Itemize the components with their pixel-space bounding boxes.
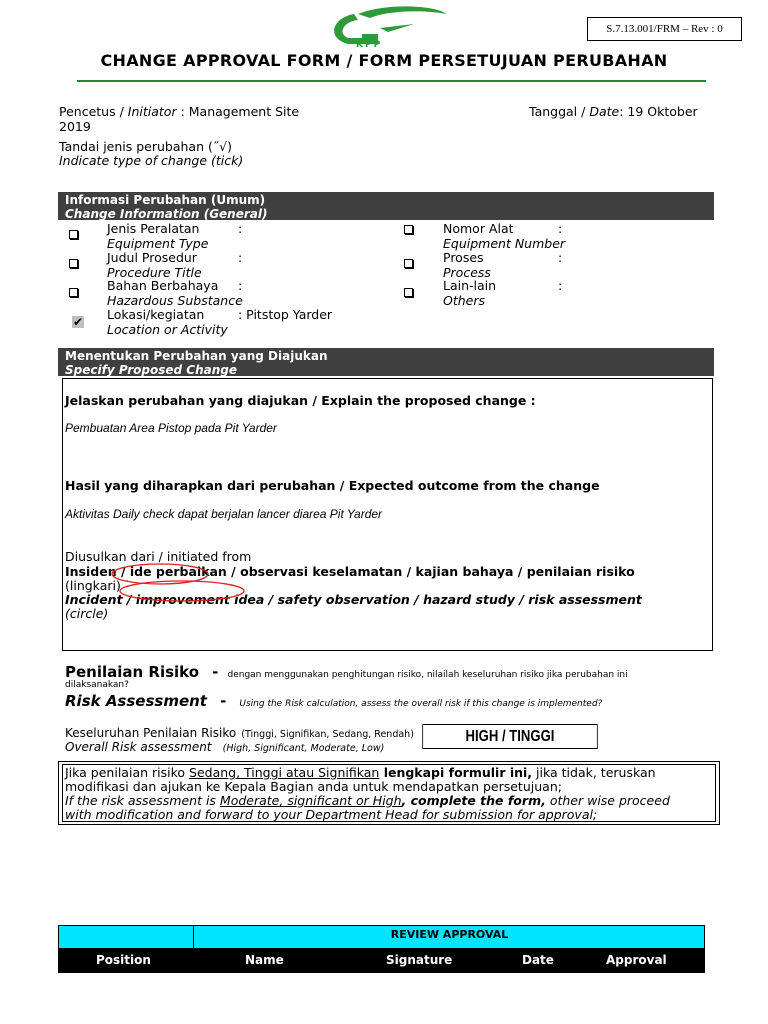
checkbox-hazardous-substance[interactable] <box>69 288 78 297</box>
risk-title-id: Penilaian Risiko <box>65 663 200 681</box>
form-title: CHANGE APPROVAL FORM / FORM PERSETUJUAN PERUBAHAN <box>100 51 668 70</box>
title-divider <box>77 80 706 82</box>
initiator-value: : Management Site <box>180 104 300 119</box>
item-label-id: Lokasi/kegiatan <box>107 307 205 322</box>
item-colon: : <box>238 250 243 265</box>
item-procedure-title <box>107 250 243 280</box>
risk-dash: - <box>212 663 219 681</box>
item-colon: : <box>558 278 563 293</box>
general-info-header-en: Change Information (General) <box>65 207 268 221</box>
item-colon: : <box>238 278 243 293</box>
column-position: Position <box>96 953 151 967</box>
proposed-change-header-id: Menentukan Perubahan yang Diajukan <box>65 349 328 363</box>
review-approval-table <box>58 925 705 973</box>
item-label-id: Judul Prosedur <box>107 250 197 265</box>
general-info-header <box>58 192 714 220</box>
item-label-id: Nomor Alat <box>443 221 514 236</box>
date-label-id: Tanggal / <box>529 104 586 119</box>
item-label-en: Hazardous Substance <box>107 293 243 308</box>
overall-risk-text-id: Keseluruhan Penilaian Risiko <box>65 726 237 740</box>
item-equipment-type <box>107 221 243 251</box>
checkbox-others[interactable] <box>404 288 413 297</box>
item-label-id: Jenis Peralatan <box>107 221 200 236</box>
instruction-text-en: If the risk assessment is <box>65 793 220 808</box>
proposed-change-header <box>58 348 714 376</box>
review-approval-title: REVIEW APPROVAL <box>390 928 509 941</box>
instruction-line1-en <box>65 793 670 808</box>
initiator-label-id: Pencetus / <box>59 104 124 119</box>
initiator-field <box>59 104 299 119</box>
item-colon: : <box>238 221 243 236</box>
item-colon: : Pitstop Yarder <box>238 307 333 322</box>
column-approval: Approval <box>606 953 667 967</box>
overall-risk-value[interactable]: HIGH / TINGGI <box>422 724 597 749</box>
risk-title-row-id <box>65 662 628 681</box>
change-type-instruction-en: Indicate type of change (tick) <box>59 153 244 168</box>
date-label-en: Date <box>589 104 620 119</box>
item-others <box>443 278 563 308</box>
initiated-from-options-en: Incident / improvement idea / safety observation / hazard study / risk assessment <box>65 592 642 607</box>
change-type-instruction: Tandai jenis perubahan (˝√) <box>59 139 232 154</box>
item-label-id: Proses <box>443 250 484 265</box>
item-location-activity <box>107 307 333 337</box>
checkbox-equipment-number[interactable] <box>404 225 413 234</box>
item-colon: : <box>558 250 563 265</box>
risk-desc-id-cont: dilaksanakan? <box>65 680 129 690</box>
instruction-bold-en: , complete the form, <box>401 793 546 808</box>
risk-desc-en: Using the Risk calculation, assess the overall risk if this change is implemented? <box>239 699 603 709</box>
company-logo <box>318 6 448 54</box>
risk-title-row-en <box>65 691 602 710</box>
general-info-header-id: Informasi Perubahan (Umum) <box>65 193 266 207</box>
explain-answer[interactable]: Pembuatan Area Pistop pada Pit Yarder <box>65 421 277 435</box>
date-field <box>529 104 698 119</box>
item-label-en: Procedure Title <box>107 265 202 280</box>
instruction-underline-en: Moderate, significant or High <box>219 793 402 808</box>
item-label-id: Lain-lain <box>443 278 497 293</box>
instruction-text: Jika penilaian risiko <box>65 765 190 780</box>
item-equipment-number <box>443 221 565 251</box>
instruction-line2-id: modifikasi dan ajukan ke Kepala Bagian anda untuk mendapatkan persetujuan; <box>65 779 562 794</box>
checkbox-equipment-type[interactable] <box>69 230 78 239</box>
outcome-answer[interactable]: Aktivitas Daily check dapat berjalan lancer diarea Pit Yarder <box>65 507 383 521</box>
overall-risk-label-en <box>65 736 384 755</box>
item-label-id: Bahan Berbahaya <box>107 278 219 293</box>
item-label-en: Process <box>443 265 491 280</box>
initiated-from-note-id: (lingkari) <box>65 578 121 593</box>
initiated-from-label: Diusulkan dari / initiated from <box>65 549 252 564</box>
initiated-from-options-id: Insiden / ide perbaikan / observasi keselamatan / kajian bahaya / penilaian risiko <box>65 564 635 579</box>
item-label-en: Others <box>443 293 486 308</box>
column-signature: Signature <box>386 953 453 967</box>
item-label-en: Equipment Number <box>443 236 566 251</box>
overall-risk-options-en: (High, Significant, Moderate, Low) <box>222 743 385 754</box>
explain-question: Jelaskan perubahan yang diajukan / Explain the proposed change : <box>65 393 536 408</box>
instruction-text-post: jika tidak, teruskan <box>532 765 656 780</box>
logo-text: KPP <box>356 40 383 50</box>
instruction-line2-en: with modification and forward to your Department Head for submission for approval; <box>65 807 598 822</box>
instruction-bold: lengkapi formulir ini, <box>379 765 533 780</box>
risk-desc-id: dengan menggunakan penghitungan risiko, nilailah keseluruhan risiko jika perubahan ini <box>227 670 628 680</box>
column-date: Date <box>522 953 554 967</box>
initiated-from-note-en: (circle) <box>65 606 109 621</box>
instruction-underline: Sedang, Tinggi atau Signifikan <box>189 765 380 780</box>
risk-title-en: Risk Assessment <box>65 692 207 710</box>
instruction-text-post-en: other wise proceed <box>545 793 670 808</box>
initiator-label-en: Initiator <box>127 104 177 119</box>
checkbox-procedure-title[interactable] <box>69 259 78 268</box>
instruction-line1-id <box>65 765 656 780</box>
circle-annotation <box>110 560 250 608</box>
item-process <box>443 250 563 280</box>
date-value: : 19 Oktober <box>619 104 698 119</box>
form-reference-code: S.7.13.001/FRM – Rev : 0 <box>587 17 742 41</box>
column-name: Name <box>245 953 284 967</box>
item-label-en: Location or Activity <box>107 322 228 337</box>
overall-risk-options-id: (Tinggi, Signifikan, Sedang, Rendah) <box>241 729 414 740</box>
item-hazardous-substance <box>107 278 243 308</box>
initiator-value-cont: 2019 <box>59 119 91 134</box>
review-columns-row <box>58 949 705 973</box>
item-label-en: Equipment Type <box>107 236 209 251</box>
risk-dash-en: - <box>220 692 227 710</box>
overall-risk-text-en: Overall Risk assessment <box>65 740 212 754</box>
outcome-question: Hasil yang diharapkan dari perubahan / Expected outcome from the change <box>65 478 600 493</box>
item-colon: : <box>558 221 563 236</box>
proposed-change-header-en: Specify Proposed Change <box>65 363 238 377</box>
checkbox-location-activity-checked[interactable]: ✔ <box>72 315 84 329</box>
checkbox-process[interactable] <box>404 259 413 268</box>
